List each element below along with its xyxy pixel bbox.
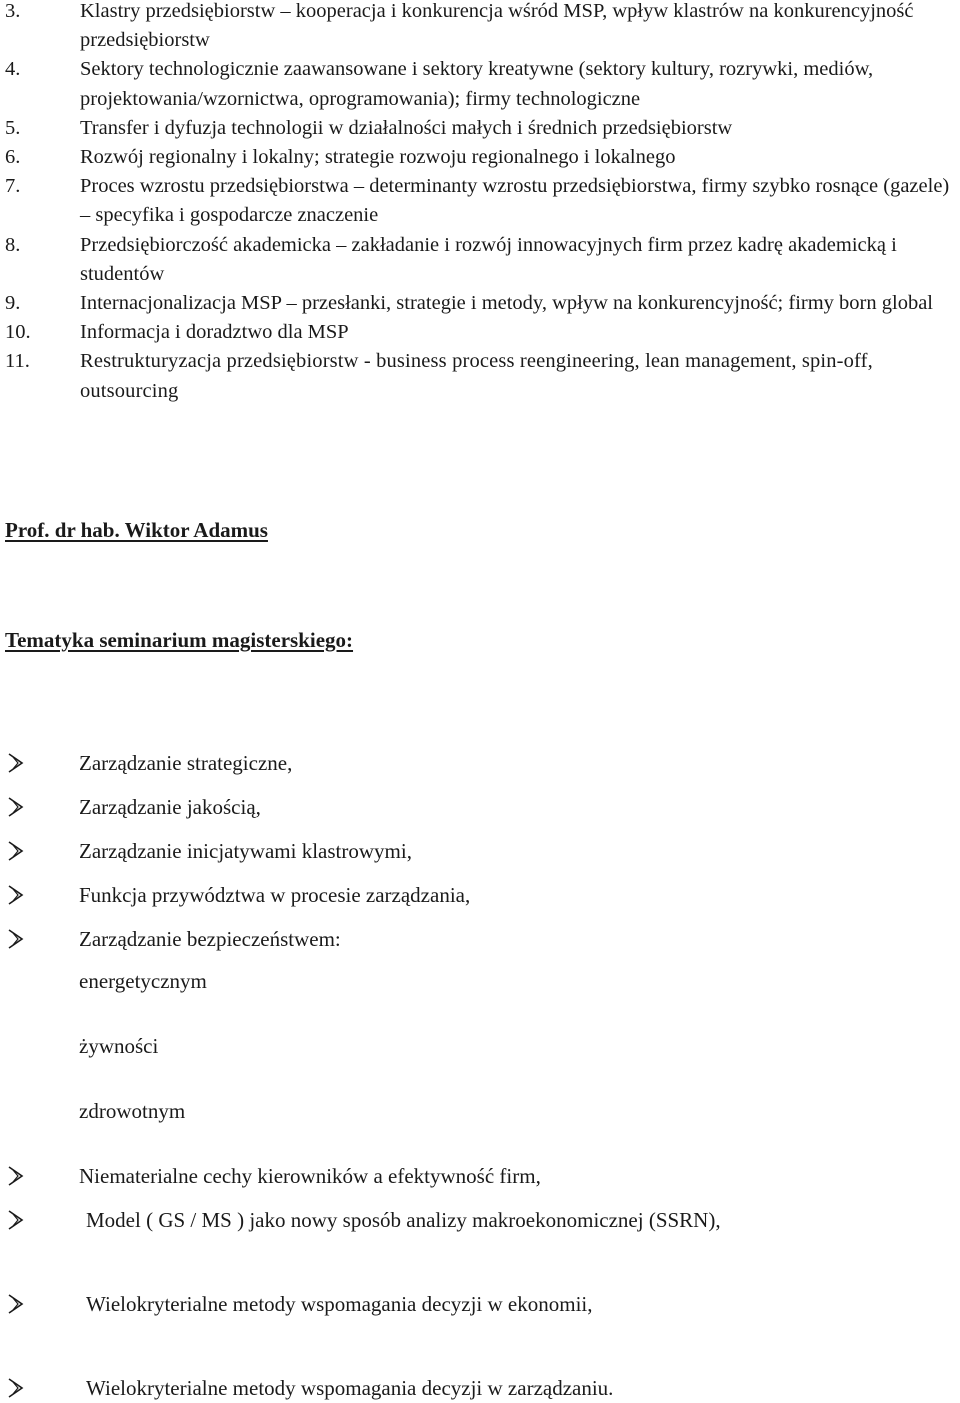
bullet-item xyxy=(5,1291,593,1317)
numbered-topic-list xyxy=(5,0,955,406)
item-text: Transfer i dyfuzja technologii w działalności małych i średnich przedsiębiorstw xyxy=(80,116,733,139)
bullet-text: Funkcja przywództwa w procesie zarządzania, xyxy=(79,883,471,907)
list-item xyxy=(5,318,955,347)
item-number: 5. xyxy=(5,116,21,139)
arrow-bullet-icon xyxy=(5,1165,35,1187)
item-text: Proces wzrostu przedsiębiorstwa – determinanty wzrostu przedsiębiorstwa, firmy szybko rosnące (gazele) – specyfika i gospodarcze znaczenie xyxy=(80,175,950,227)
bullet-item xyxy=(5,1375,613,1401)
item-number: 11. xyxy=(5,350,30,373)
item-text: Sektory technologicznie zaawansowane i sektory kreatywne (sektory kultury, rozrywki, mediów, projektowania/wzornictwa, oprogramowania); firmy technologiczne xyxy=(80,58,874,110)
item-text: Restrukturyzacja przedsiębiorstw - business process reengineering, lean management, spin-off, outsourcing xyxy=(80,350,873,402)
bullet-text: Zarządzanie strategiczne, xyxy=(79,751,293,775)
list-item xyxy=(5,347,955,405)
bullet-item xyxy=(5,750,292,776)
arrow-bullet-icon xyxy=(5,840,35,862)
item-text: Internacjonalizacja MSP – przesłanki, strategie i metody, wpływ na konkurencyjność; firmy born global xyxy=(80,292,933,315)
list-item xyxy=(5,114,955,143)
arrow-bullet-icon xyxy=(5,884,35,906)
item-number: 9. xyxy=(5,292,21,315)
list-item xyxy=(5,143,955,172)
bullet-item xyxy=(5,1207,721,1233)
item-number: 6. xyxy=(5,146,21,169)
bullet-item xyxy=(5,838,412,864)
professor-heading: Prof. dr hab. Wiktor Adamus xyxy=(5,518,268,542)
sub-item: zdrowotnym xyxy=(79,1099,186,1123)
item-number: 10. xyxy=(5,321,31,344)
bullet-text: Zarządzanie jakością, xyxy=(79,795,261,819)
item-number: 3. xyxy=(5,0,21,22)
bullet-item xyxy=(5,794,261,820)
list-item xyxy=(5,231,955,289)
bullet-text: Zarządzanie inicjatywami klastrowymi, xyxy=(79,839,412,863)
bullet-text: Zarządzanie bezpieczeństwem: xyxy=(79,927,341,951)
list-item xyxy=(5,55,955,113)
item-number: 4. xyxy=(5,58,21,81)
bullet-text: Wielokryterialne metody wspomagania decyzji w zarządzaniu. xyxy=(86,1376,614,1400)
item-text: Informacja i doradztwo dla MSP xyxy=(80,321,349,344)
item-text: Przedsiębiorczość akademicka – zakładanie i rozwój innowacyjnych firm przez kadrę akademicką i studentów xyxy=(80,233,897,285)
sub-item: żywności xyxy=(79,1034,159,1058)
bullet-text: Wielokryterialne metody wspomagania decyzji w ekonomii, xyxy=(86,1292,593,1316)
arrow-bullet-icon xyxy=(5,1209,35,1231)
arrow-bullet-icon xyxy=(5,752,35,774)
bullet-item xyxy=(5,1163,541,1189)
bullet-item xyxy=(5,926,341,952)
list-item xyxy=(5,289,955,318)
bullet-item xyxy=(5,882,470,908)
arrow-bullet-icon xyxy=(5,928,35,950)
item-text: Klastry przedsiębiorstw – kooperacja i konkurencja wśród MSP, wpływ klastrów na konkurencyjność przedsiębiorstw xyxy=(80,0,914,52)
bullet-text: Niematerialne cechy kierowników a efektywność firm, xyxy=(79,1164,541,1188)
item-text: Rozwój regionalny i lokalny; strategie rozwoju regionalnego i lokalnego xyxy=(80,146,676,169)
item-number: 8. xyxy=(5,233,21,256)
item-number: 7. xyxy=(5,175,21,198)
bullet-text: Model ( GS / MS ) jako nowy sposób analizy makroekonomicznej (SSRN), xyxy=(86,1208,721,1232)
arrow-bullet-icon xyxy=(5,1377,35,1399)
seminar-topics-heading: Tematyka seminarium magisterskiego: xyxy=(5,628,354,652)
sub-item: energetycznym xyxy=(79,969,207,993)
arrow-bullet-icon xyxy=(5,1293,35,1315)
list-item xyxy=(5,0,955,55)
list-item xyxy=(5,172,955,230)
arrow-bullet-icon xyxy=(5,796,35,818)
